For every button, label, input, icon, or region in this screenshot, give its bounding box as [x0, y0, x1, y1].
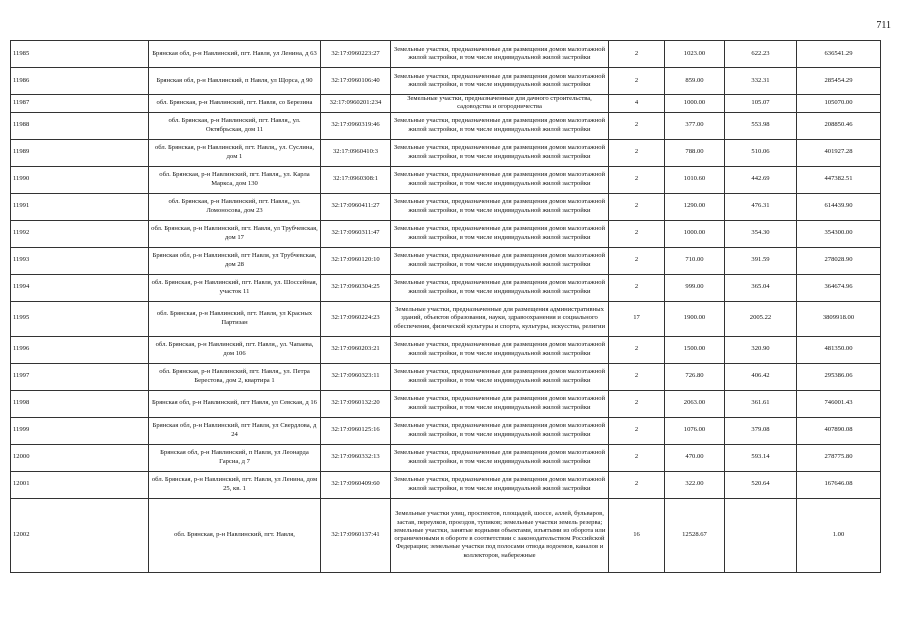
cadastral-number-cell: 32:17:0960311:47 [321, 220, 391, 247]
table-row [11, 336, 881, 363]
specific-value-cell: 442.69 [725, 166, 797, 193]
address-cell: Брянская обл, р-н Навлинский, п Навля, ул Щорса, д 90 [149, 68, 321, 95]
area-cell: 1000.00 [665, 95, 725, 113]
table-row [11, 247, 881, 274]
specific-value-cell: 2005.22 [725, 301, 797, 336]
address-cell: обл. Брянская, р-н Навлинский, пгт. Навля,, ул. Ломоносова, дом 23 [149, 193, 321, 220]
address-cell: Брянская обл, р-н Навлинский, пгт Навля, ул Севская, д 16 [149, 390, 321, 417]
row-number-cell: 11990 [11, 166, 149, 193]
cadastral-number-cell: 32:17:0960410:3 [321, 139, 391, 166]
address-cell: обл. Брянская, р-н Навлинский, пгт. Навля,, ул. Суслина, дом 1 [149, 139, 321, 166]
cadastral-number-cell: 32:17:0960137:41 [321, 498, 391, 572]
land-use-cell: Земельные участки, предназначенные для размещения домов малоэтажной жилой застройки, в том числе индивидуальной жилой застройки [391, 336, 609, 363]
use-code-cell: 2 [609, 417, 665, 444]
table-row [11, 417, 881, 444]
area-cell: 12528.67 [665, 498, 725, 572]
table-row [11, 41, 881, 68]
use-code-cell: 17 [609, 301, 665, 336]
table-row [11, 274, 881, 301]
cadastral-number-cell: 32:17:0960203:21 [321, 336, 391, 363]
cadastral-number-cell: 32:17:0960125:16 [321, 417, 391, 444]
area-cell: 726.80 [665, 363, 725, 390]
cadastral-number-cell: 32:17:0960120:10 [321, 247, 391, 274]
table-row [11, 301, 881, 336]
row-number-cell: 11991 [11, 193, 149, 220]
land-use-cell: Земельные участки, предназначенные для размещения домов малоэтажной жилой застройки, в том числе индивидуальной жилой застройки [391, 139, 609, 166]
row-number-cell: 12002 [11, 498, 149, 572]
table-row [11, 390, 881, 417]
specific-value-cell: 406.42 [725, 363, 797, 390]
area-cell: 1000.00 [665, 220, 725, 247]
specific-value-cell: 105.07 [725, 95, 797, 113]
table-row [11, 471, 881, 498]
table-row [11, 166, 881, 193]
land-use-cell: Земельные участки, предназначенные для размещения домов малоэтажной жилой застройки, в том числе индивидуальной жилой застройки [391, 390, 609, 417]
cadastral-value-cell: 746001.43 [797, 390, 881, 417]
row-number-cell: 11999 [11, 417, 149, 444]
row-number-cell: 11989 [11, 139, 149, 166]
use-code-cell: 2 [609, 139, 665, 166]
use-code-cell: 2 [609, 274, 665, 301]
address-cell: обл. Брянская, р-н Навлинский, пгт. Навля, ул Трубчевская, дом 17 [149, 220, 321, 247]
address-cell: Брянская обл, р-н Навлинский, пгт Навля, ул Свердлова, д 24 [149, 417, 321, 444]
use-code-cell: 2 [609, 444, 665, 471]
cadastral-number-cell: 32:17:0960304:25 [321, 274, 391, 301]
area-cell: 2063.00 [665, 390, 725, 417]
specific-value-cell: 361.61 [725, 390, 797, 417]
use-code-cell: 2 [609, 41, 665, 68]
specific-value-cell: 510.06 [725, 139, 797, 166]
land-use-cell: Земельные участки, предназначенные для размещения домов малоэтажной жилой застройки, в том числе индивидуальной жилой застройки [391, 363, 609, 390]
cadastral-number-cell: 32:17:0960411:27 [321, 193, 391, 220]
address-cell: Брянская обл, р-н Навлинский, п Навля, ул Леонарда Гарсиа, д 7 [149, 444, 321, 471]
address-cell: обл. Брянская, р-н Навлинский, пгт. Навля, ул. Шоссейная, участок 11 [149, 274, 321, 301]
cadastral-number-cell: 32:17:0960201:234 [321, 95, 391, 113]
cadastral-value-cell: 447382.51 [797, 166, 881, 193]
land-use-cell: Земельные участки, предназначенные для размещения домов малоэтажной жилой застройки, в том числе индивидуальной жилой застройки [391, 112, 609, 139]
address-cell: обл. Брянская, р-н Навлинский, пгт. Навля,, ул. Петра Берестова, дом 2, квартира 1 [149, 363, 321, 390]
land-use-cell: Земельные участки, предназначенные для размещения домов малоэтажной жилой застройки, в том числе индивидуальной жилой застройки [391, 41, 609, 68]
land-use-cell: Земельные участки, предназначенные для размещения домов малоэтажной жилой застройки, в том числе индивидуальной жилой застройки [391, 247, 609, 274]
address-cell: обл. Брянская, р-н Навлинский, пгт. Навля, ул Ленина, дом 25, кв. 1 [149, 471, 321, 498]
table-row [11, 444, 881, 471]
land-use-cell: Земельные участки, предназначенные для дачного строительства, садоводства и огородничества [391, 95, 609, 113]
land-use-cell: Земельные участки, предназначенные для размещения домов малоэтажной жилой застройки, в том числе индивидуальной жилой застройки [391, 68, 609, 95]
cadastral-value-cell: 295386.06 [797, 363, 881, 390]
row-number-cell: 11995 [11, 301, 149, 336]
area-cell: 1076.00 [665, 417, 725, 444]
use-code-cell: 2 [609, 247, 665, 274]
table-row [11, 193, 881, 220]
row-number-cell: 11994 [11, 274, 149, 301]
area-cell: 377.00 [665, 112, 725, 139]
specific-value-cell: 593.14 [725, 444, 797, 471]
row-number-cell: 11996 [11, 336, 149, 363]
row-number-cell: 11986 [11, 68, 149, 95]
area-cell: 788.00 [665, 139, 725, 166]
row-number-cell: 11987 [11, 95, 149, 113]
area-cell: 1010.60 [665, 166, 725, 193]
specific-value-cell: 476.31 [725, 193, 797, 220]
land-use-cell: Земельные участки, предназначенные для размещения домов малоэтажной жилой застройки, в том числе индивидуальной жилой застройки [391, 471, 609, 498]
cadastral-number-cell: 32:17:0960106:40 [321, 68, 391, 95]
specific-value-cell [725, 498, 797, 572]
specific-value-cell: 622.23 [725, 41, 797, 68]
cadastral-value-cell: 278775.80 [797, 444, 881, 471]
cadastral-number-cell: 32:17:0960132:20 [321, 390, 391, 417]
area-cell: 1900.00 [665, 301, 725, 336]
cadastral-value-cell: 407890.08 [797, 417, 881, 444]
address-cell: обл. Брянская, р-н Навлинский, пгт. Навля, со Березина [149, 95, 321, 113]
cadastral-value-cell: 364674.96 [797, 274, 881, 301]
cadastral-number-cell: 32:17:0960323:11 [321, 363, 391, 390]
table-row [11, 220, 881, 247]
row-number-cell: 11998 [11, 390, 149, 417]
area-cell: 1500.00 [665, 336, 725, 363]
area-cell: 322.00 [665, 471, 725, 498]
specific-value-cell: 354.30 [725, 220, 797, 247]
cadastral-value-cell: 354300.00 [797, 220, 881, 247]
cadastral-value-table [10, 40, 881, 573]
use-code-cell: 2 [609, 220, 665, 247]
cadastral-value-cell: 285454.29 [797, 68, 881, 95]
use-code-cell: 2 [609, 193, 665, 220]
use-code-cell: 2 [609, 112, 665, 139]
use-code-cell: 16 [609, 498, 665, 572]
land-use-cell: Земельные участки улиц, проспектов, площадей, шоссе, аллей, бульваров, застав, переулков, проездов, тупиков; земельные участки земель резерва; земельные участки, занятые водными объектами, изъятыми из оборота или ограниченными в обороте в соответствии с законодательством Российской Федерации; земельные участки под полосами отвода водоемов, каналов и коллекторов, набережные [391, 498, 609, 572]
row-number-cell: 11993 [11, 247, 149, 274]
use-code-cell: 2 [609, 471, 665, 498]
address-cell: обл. Брянская, р-н Навлинский, пгт. Навля, [149, 498, 321, 572]
address-cell: Брянская обл, р-н Навлинский, пгт. Навля, ул Ленина, д 63 [149, 41, 321, 68]
table-row [11, 363, 881, 390]
cadastral-number-cell: 32:17:0960319:46 [321, 112, 391, 139]
specific-value-cell: 391.59 [725, 247, 797, 274]
use-code-cell: 4 [609, 95, 665, 113]
row-number-cell: 12001 [11, 471, 149, 498]
land-use-cell: Земельные участки, предназначенные для размещения домов малоэтажной жилой застройки, в том числе индивидуальной жилой застройки [391, 274, 609, 301]
table-row [11, 498, 881, 572]
cadastral-number-cell: 32:17:0960332:13 [321, 444, 391, 471]
use-code-cell: 2 [609, 68, 665, 95]
area-cell: 999.00 [665, 274, 725, 301]
row-number-cell: 11985 [11, 41, 149, 68]
row-number-cell: 11988 [11, 112, 149, 139]
table-row [11, 139, 881, 166]
cadastral-value-cell: 636541.29 [797, 41, 881, 68]
address-cell: Брянская обл, р-н Навлинский, пгт Навля, ул Трубчевская, дом 28 [149, 247, 321, 274]
use-code-cell: 2 [609, 390, 665, 417]
land-use-cell: Земельные участки, предназначенные для размещения административных зданий, объектов образования, науки, здравоохранения и социального обеспечения, физической культуры и спорта, культуры, искусства, религии [391, 301, 609, 336]
area-cell: 859.00 [665, 68, 725, 95]
cadastral-value-cell: 167646.08 [797, 471, 881, 498]
address-cell: обл. Брянская, р-н Навлинский, пгт. Навля,, ул. Карла Маркса, дом 130 [149, 166, 321, 193]
use-code-cell: 2 [609, 166, 665, 193]
cadastral-value-cell: 401927.28 [797, 139, 881, 166]
land-use-cell: Земельные участки, предназначенные для размещения домов малоэтажной жилой застройки, в том числе индивидуальной жилой застройки [391, 166, 609, 193]
table-row [11, 68, 881, 95]
address-cell: обл. Брянская, р-н Навлинский, пгт. Навля,, ул. Чапаева, дом 106 [149, 336, 321, 363]
specific-value-cell: 365.04 [725, 274, 797, 301]
area-cell: 1023.00 [665, 41, 725, 68]
address-cell: обл. Брянская, р-н Навлинский, пгт. Навля,, ул. Октябрьская, дом 11 [149, 112, 321, 139]
cadastral-value-cell: 481350.00 [797, 336, 881, 363]
cadastral-number-cell: 32:17:0960224:23 [321, 301, 391, 336]
row-number-cell: 11997 [11, 363, 149, 390]
land-use-cell: Земельные участки, предназначенные для размещения домов малоэтажной жилой застройки, в том числе индивидуальной жилой застройки [391, 417, 609, 444]
row-number-cell: 11992 [11, 220, 149, 247]
specific-value-cell: 332.31 [725, 68, 797, 95]
use-code-cell: 2 [609, 336, 665, 363]
cadastral-value-cell: 278028.90 [797, 247, 881, 274]
use-code-cell: 2 [609, 363, 665, 390]
table-row [11, 95, 881, 113]
land-use-cell: Земельные участки, предназначенные для размещения домов малоэтажной жилой застройки, в том числе индивидуальной жилой застройки [391, 444, 609, 471]
area-cell: 1290.00 [665, 193, 725, 220]
area-cell: 470.00 [665, 444, 725, 471]
page-number: 711 [876, 20, 891, 31]
cadastral-number-cell: 32:17:0960308:1 [321, 166, 391, 193]
specific-value-cell: 320.90 [725, 336, 797, 363]
cadastral-value-cell: 105070.00 [797, 95, 881, 113]
specific-value-cell: 553.98 [725, 112, 797, 139]
area-cell: 710.00 [665, 247, 725, 274]
cadastral-number-cell: 32:17:0960409:60 [321, 471, 391, 498]
cadastral-value-cell: 3809918.00 [797, 301, 881, 336]
table-row [11, 112, 881, 139]
land-use-cell: Земельные участки, предназначенные для размещения домов малоэтажной жилой застройки, в том числе индивидуальной жилой застройки [391, 193, 609, 220]
cadastral-value-cell: 208850.46 [797, 112, 881, 139]
land-use-cell: Земельные участки, предназначенные для размещения домов малоэтажной жилой застройки, в том числе индивидуальной жилой застройки [391, 220, 609, 247]
address-cell: обл. Брянская, р-н Навлинский, пгт. Навля, ул Красных Партизан [149, 301, 321, 336]
cadastral-value-cell: 614439.90 [797, 193, 881, 220]
cadastral-number-cell: 32:17:0960223:27 [321, 41, 391, 68]
cadastral-value-cell: 1.00 [797, 498, 881, 572]
specific-value-cell: 520.64 [725, 471, 797, 498]
row-number-cell: 12000 [11, 444, 149, 471]
specific-value-cell: 379.08 [725, 417, 797, 444]
